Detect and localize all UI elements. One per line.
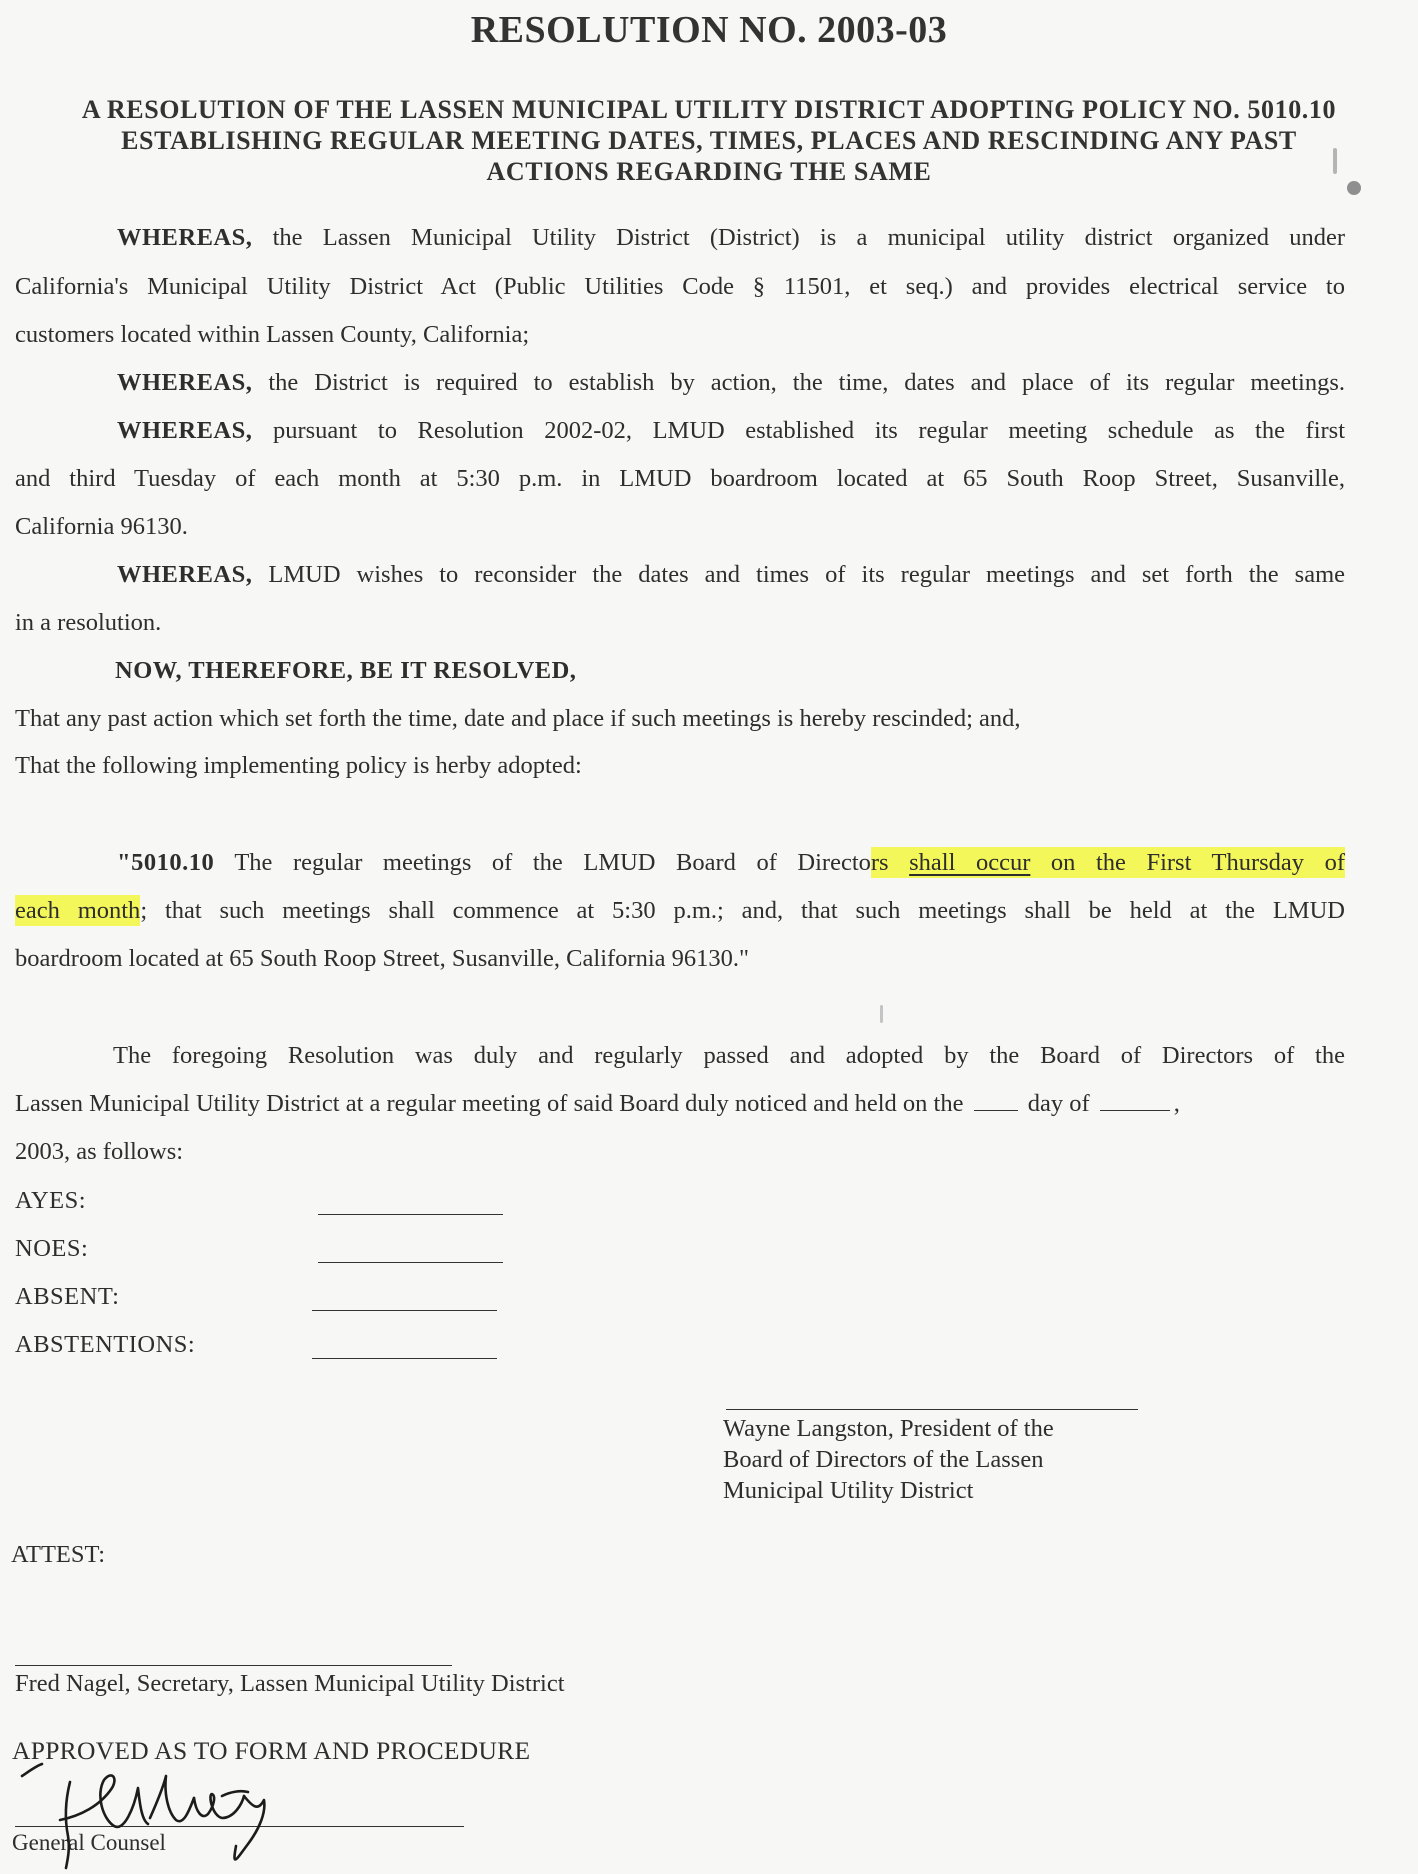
whereas-3-line-1: WHEREAS, pursuant to Resolution 2002-02, LMUD established its regular meeting schedule as the first (117, 417, 1346, 444)
president-block (723, 1413, 1054, 1506)
counsel-line: General Counsel (12, 1830, 166, 1855)
resolution-subtitle (0, 94, 1418, 187)
noes-label: NOES: (15, 1235, 89, 1262)
whereas-3-line-2: and third Tuesday of each month at 5:30 p.m. in LMUD boardroom located at 65 South Roop Street, Susanville, (15, 465, 1345, 492)
resolved-line-1: That any past action which set forth the time, date and place if such meetings is hereby rescinded; and, (15, 705, 1021, 732)
subtitle-line-3: ACTIONS REGARDING THE SAME (486, 157, 932, 186)
whereas-3-line-3: California 96130. (15, 513, 188, 540)
policy-highlight-2: each month (15, 897, 141, 924)
abstentions-label: ABSTENTIONS: (15, 1331, 196, 1358)
policy-line-1: "5010.10 The regular meetings of the LMUD Board of Directors shall occur on the First Thursday of (117, 849, 1345, 876)
foregoing-line-3: 2003, as follows: (15, 1138, 184, 1165)
foregoing-line-1: The foregoing Resolution was duly and regularly passed and adopted by the Board of Directors of the (113, 1042, 1345, 1069)
shall-occur-underline: shall occur (909, 849, 1031, 876)
whereas-2-lead: WHEREAS, (117, 369, 253, 396)
whereas-4-line-1: WHEREAS, LMUD wishes to reconsider the dates and times of its regular meetings and set forth the same (117, 561, 1346, 588)
absent-line (312, 1310, 497, 1311)
scan-speck (1347, 181, 1361, 195)
policy-highlight-1: rs shall occur on the First Thursday of (870, 849, 1345, 876)
ayes-label: AYES: (15, 1187, 87, 1214)
resolved-line-2: That the following implementing policy is herby adopted: (15, 752, 582, 779)
whereas-1-line-3: customers located within Lassen County, California; (15, 321, 530, 348)
foregoing-line-2: Lassen Municipal Utility District at a regular meeting of said Board duly noticed and held on the day of , (15, 1090, 1180, 1117)
counsel-signature (8, 1736, 308, 1874)
secretary-line: Fred Nagel, Secretary, Lassen Municipal Utility District (15, 1670, 565, 1697)
absent-label: ABSENT: (15, 1283, 120, 1310)
resolution-title: RESOLUTION NO. 2003-03 (470, 9, 948, 51)
whereas-2-line-1: WHEREAS, the District is required to establish by action, the time, dates and place of its regular meetings. (117, 369, 1345, 396)
noes-line (318, 1262, 503, 1263)
day-blank (974, 1090, 1018, 1111)
policy-line-3: boardroom located at 65 South Roop Street, Susanville, California 96130." (15, 945, 749, 972)
ayes-line (318, 1214, 503, 1215)
president-line-1: Wayne Langston, President of the (723, 1415, 1054, 1442)
president-line-3: Municipal Utility District (723, 1477, 974, 1504)
scan-mark-2 (880, 1005, 883, 1023)
whereas-1-line-1: WHEREAS, the Lassen Municipal Utility District (District) is a municipal utility district organized under (117, 224, 1346, 251)
president-line-2: Board of Directors of the Lassen (723, 1446, 1044, 1473)
scan-mark (1333, 148, 1337, 174)
whereas-4-lead: WHEREAS, (117, 561, 253, 588)
month-blank (1100, 1090, 1170, 1111)
approved-line: APPROVED AS TO FORM AND PROCEDURE (12, 1736, 531, 1765)
whereas-4-line-2: in a resolution. (15, 609, 162, 636)
president-signature-line (726, 1409, 1138, 1410)
attest-label: ATTEST: (11, 1541, 106, 1568)
whereas-1-lead: WHEREAS, (117, 224, 253, 251)
abstentions-line (312, 1358, 497, 1359)
whereas-3-lead: WHEREAS, (117, 417, 253, 444)
subtitle-line-1: A RESOLUTION OF THE LASSEN MUNICIPAL UTILITY DISTRICT ADOPTING POLICY NO. 5010.10 (81, 95, 1337, 124)
resolved-heading: NOW, THEREFORE, BE IT RESOLVED, (115, 657, 577, 684)
policy-number: "5010.10 (117, 849, 215, 876)
secretary-signature-line (15, 1665, 452, 1666)
whereas-1-line-2: California's Municipal Utility District Act (Public Utilities Code § 11501, et seq.) and provides electrical service to (15, 273, 1345, 300)
subtitle-line-2: ESTABLISHING REGULAR MEETING DATES, TIMES, PLACES AND RESCINDING ANY PAST (121, 126, 1297, 155)
policy-line-2: each month; that such meetings shall commence at 5:30 p.m.; and, that such meetings shall be held at the LMUD (15, 897, 1345, 924)
